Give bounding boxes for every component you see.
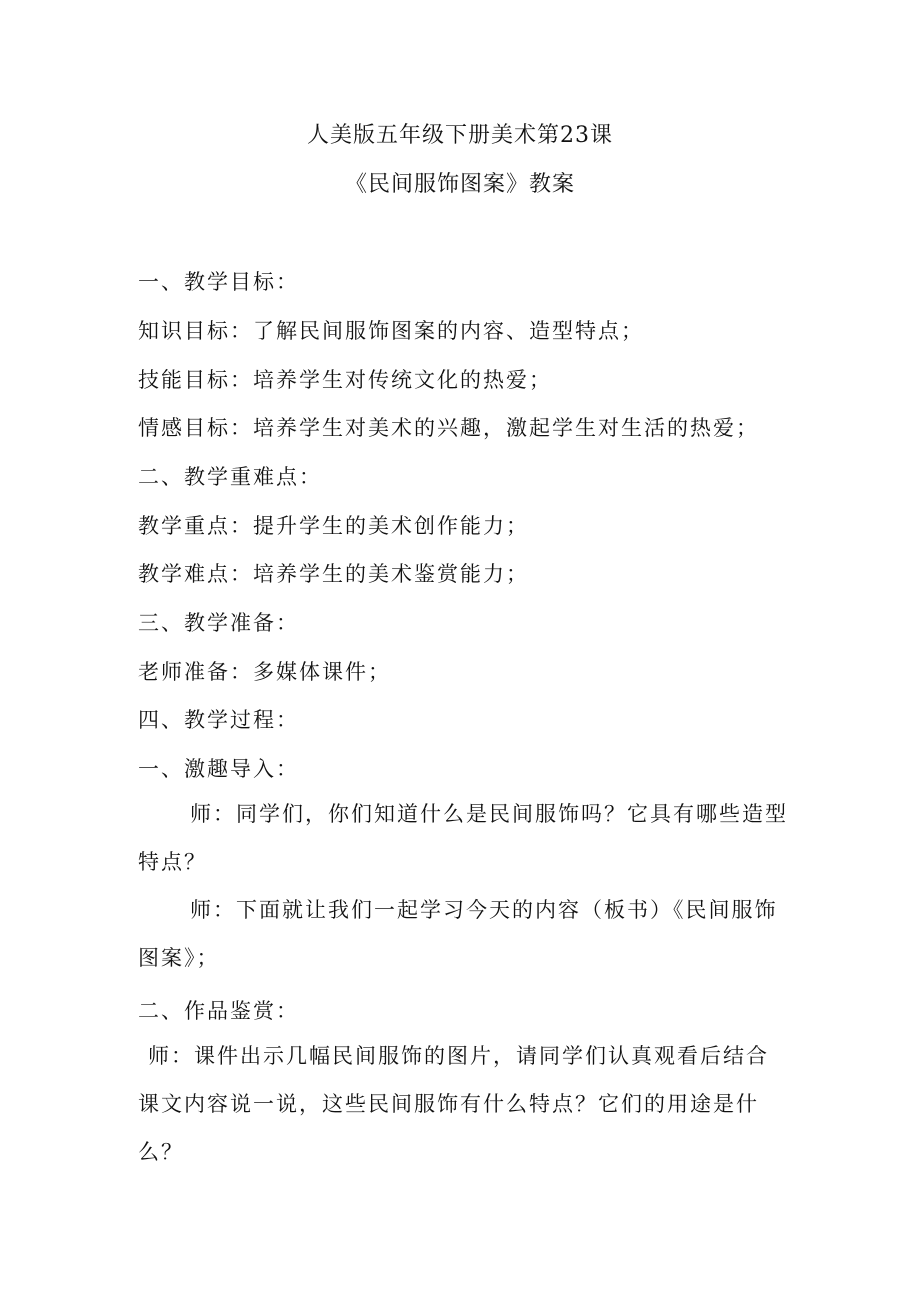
document-title-line-2: 《民间服饰图案》教案 [344,172,575,197]
knowledge-goal: 知识目标：了解民间服饰图案的内容、造型特点； [138,319,644,343]
heading-teaching-process: 四、教学过程： [138,708,299,732]
emotion-goal: 情感目标：培养学生对美术的兴趣，激起学生对生活的热爱； [138,416,759,440]
teaching-difficulty: 教学难点：培养学生的美术鉴赏能力； [138,562,529,586]
teaching-focus: 教学重点：提升学生的美术创作能力； [138,514,529,538]
paragraph-intro-question: 师：同学们，你们知道什么是民间服饰吗？它具有哪些造型特点？ [138,802,788,874]
teacher-preparation: 老师准备：多媒体课件； [138,660,391,684]
heading-introduction: 一、激趣导入： [138,757,299,781]
heading-preparation: 三、教学准备： [138,611,299,635]
heading-teaching-goals: 一、教学目标： [138,270,299,294]
paragraph-intro-topic: 师：下面就让我们一起学习今天的内容（板书）《民间服饰图案》； [138,898,778,970]
paragraph-appreciation: 师：课件出示几幅民间服饰的图片，请同学们认真观看后结合课文内容说一说，这些民间服饰有什么特点？它们的用途是什么？ [138,1044,769,1164]
heading-work-appreciation: 二、作品鉴赏： [138,999,299,1023]
heading-key-points: 二、教学重难点： [138,465,322,489]
skill-goal: 技能目标：培养学生对传统文化的热爱； [138,368,552,392]
document-title-line-1: 人美版五年级下册美术第23课 [307,123,613,148]
